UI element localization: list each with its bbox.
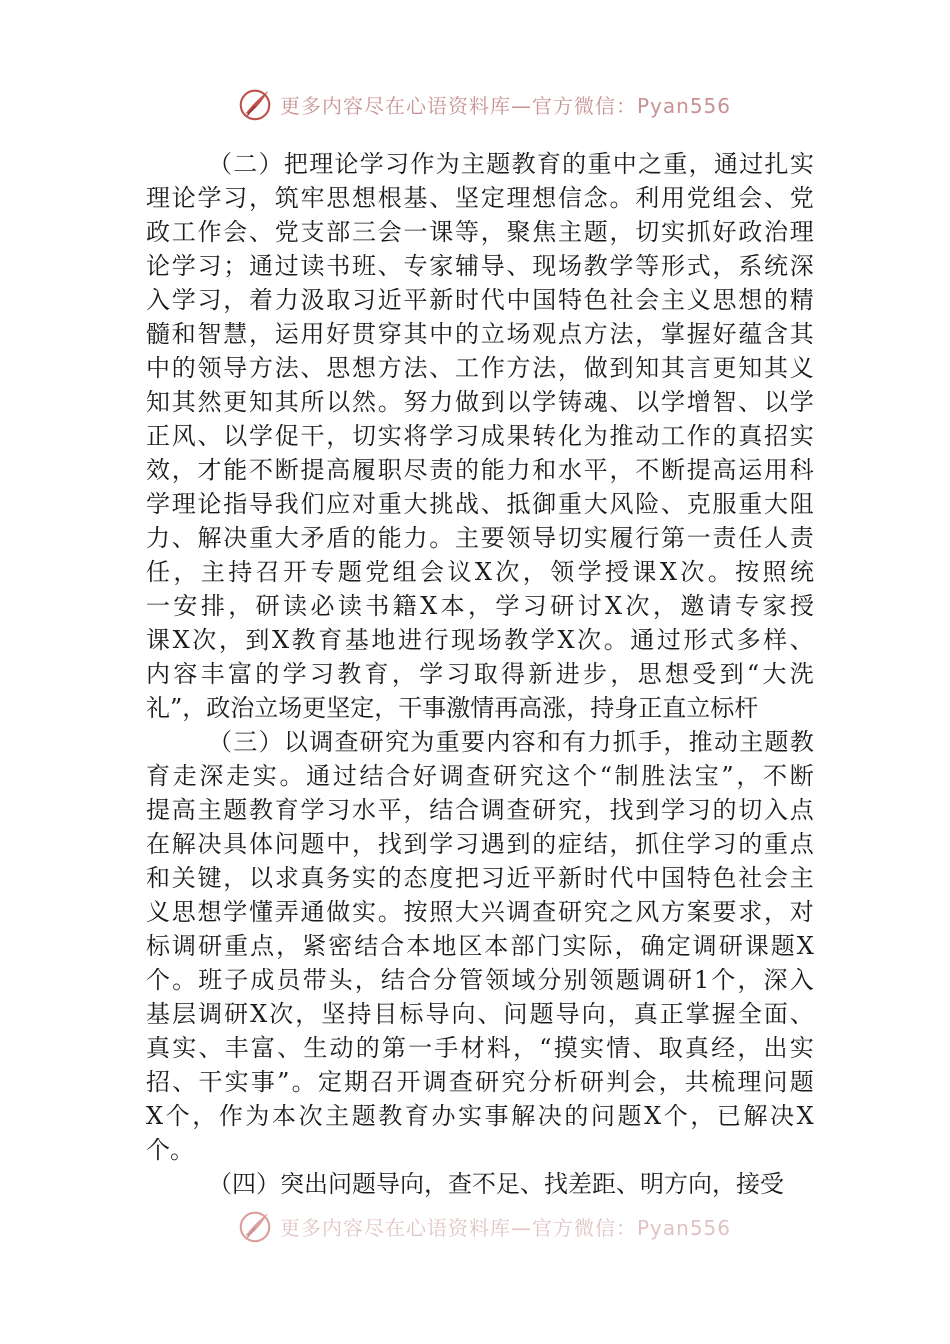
text-line: （ 四 ） 突 出 问 题 导 向 ， 查 不 足 、 找 差 距 、 明 方 向 ， 接 受 (208, 1170, 784, 1198)
watermark-footer (236, 1206, 731, 1246)
text-line: 一 安 排 ， 研 读 必 读 书 籍 X 本 ， 学 习 研 讨 X 次 ， 邀 请 专 家 授 (146, 592, 814, 620)
text-line: 任 ， 主 持 召 开 专 题 党 组 会 议 X 次 ， 领 学 授 课 X 次 。 按 照 统 (146, 558, 814, 586)
text-line: 义 思 想 学 懂 弄 通 做 实 。 按 照 大 兴 调 查 研 究 之 风 方 案 要 求 ， 对 (146, 898, 814, 926)
text-line: 育 走 深 走 实 。 通 过 结 合 好 调 查 研 究 这 个 “ 制 胜 法 宝 ” ， 不 断 (146, 762, 814, 790)
paragraph (146, 1167, 814, 1201)
watermark-text: 更多内容尽在心语资料库—官方微信：Pyan556 (280, 93, 732, 118)
text-line: 提 高 主 题 教 育 学 习 水 平 ， 结 合 调 查 研 究 ， 找 到 学 习 的 切 入 点 (146, 796, 814, 824)
text-line: 政 工 作 会 、 党 支 部 三 会 一 课 等 ， 聚 焦 主 题 ， 切 实 抓 好 政 治 理 (146, 218, 814, 246)
text-line: 礼 ” ， 政 治 立 场 更 坚 定 ， 干 事 激 情 再 高 涨 ， 持 身 正 直 立 标 杆 (146, 694, 759, 722)
watermark-text: 更多内容尽在心语资料库—官方微信：Pyan556 (280, 1215, 732, 1240)
text-line: 中 的 领 导 方 法 、 思 想 方 法 、 工 作 方 法 ， 做 到 知 其 言 更 知 其 义 (146, 354, 814, 382)
text-line: 论 学 习 ； 通 过 读 书 班 、 专 家 辅 导 、 现 场 教 学 等 形 式 ， 系 统 深 (146, 252, 814, 280)
text-line: 和 关 键 ， 以 求 真 务 实 的 态 度 把 习 近 平 新 时 代 中 国 特 色 社 会 主 (146, 864, 814, 892)
text-line: 招 、 干 实 事 ” 。 定 期 召 开 调 查 研 究 分 析 研 判 会 ， 共 梳 理 问 题 (146, 1068, 814, 1096)
text-line: X 个 ， 作 为 本 次 主 题 教 育 办 实 事 解 决 的 问 题 X 个 ， 已 解 决 X (146, 1102, 814, 1130)
paragraph (146, 147, 814, 725)
text-line: 正 风 、 以 学 促 干 ， 切 实 将 学 习 成 果 转 化 为 推 动 工 作 的 真 招 实 (146, 422, 814, 450)
text-line: 课 X 次 ， 到 X 教 育 基 地 进 行 现 场 教 学 X 次 。 通 过 形 式 多 样 、 (146, 626, 814, 654)
quill-logo-icon (236, 1207, 274, 1245)
document-body (146, 147, 814, 1201)
text-line: 基 层 调 研 X 次 ， 坚 持 目 标 导 向 、 问 题 导 向 ， 真 正 掌 握 全 面 、 (146, 1000, 814, 1028)
paragraph (146, 725, 814, 1167)
text-line: 真 实 、 丰 富 、 生 动 的 第 一 手 材 料 ， “ 摸 实 情 、 取 真 经 ， 出 实 (146, 1034, 814, 1062)
text-line: 效 ， 才 能 不 断 提 高 履 职 尽 责 的 能 力 和 水 平 ， 不 断 提 高 运 用 科 (146, 456, 814, 484)
text-line: 理 论 学 习 ， 筑 牢 思 想 根 基 、 坚 定 理 想 信 念 。 利 用 党 组 会 、 党 (146, 184, 814, 212)
text-line: 个 。 (146, 1136, 194, 1164)
quill-logo-icon (236, 85, 274, 123)
text-line: 内 容 丰 富 的 学 习 教 育 ， 学 习 取 得 新 进 步 ， 思 想 受 到 “ 大 洗 (146, 660, 814, 688)
text-line: 力 、 解 决 重 大 矛 盾 的 能 力 。 主 要 领 导 切 实 履 行 第 一 责 任 人 责 (146, 524, 814, 552)
text-line: 入 学 习 ， 着 力 汲 取 习 近 平 新 时 代 中 国 特 色 社 会 主 义 思 想 的 精 (146, 286, 814, 314)
text-line: 学 理 论 指 导 我 们 应 对 重 大 挑 战 、 抵 御 重 大 风 险 、 克 服 重 大 阻 (146, 490, 814, 518)
text-line: （ 二 ） 把 理 论 学 习 作 为 主 题 教 育 的 重 中 之 重 ， 通 过 扎 实 (208, 150, 814, 178)
text-line: 个 。 班 子 成 员 带 头 ， 结 合 分 管 领 域 分 别 领 题 调 研 1 个 ， 深 入 (146, 966, 814, 994)
text-line: 知 其 然 更 知 其 所 以 然 。 努 力 做 到 以 学 铸 魂 、 以 学 增 智 、 以 学 (146, 388, 814, 416)
text-line: 标 调 研 重 点 ， 紧 密 结 合 本 地 区 本 部 门 实 际 ， 确 定 调 研 课 题 X (146, 932, 814, 960)
text-line: 在 解 决 具 体 问 题 中 ， 找 到 学 习 遇 到 的 症 结 ， 抓 住 学 习 的 重 点 (146, 830, 814, 858)
watermark-header (236, 84, 731, 124)
text-line: （ 三 ） 以 调 查 研 究 为 重 要 内 容 和 有 力 抓 手 ， 推 动 主 题 教 (208, 728, 814, 756)
text-line: 髓 和 智 慧 ， 运 用 好 贯 穿 其 中 的 立 场 观 点 方 法 ， 掌 握 好 蕴 含 其 (146, 320, 814, 348)
